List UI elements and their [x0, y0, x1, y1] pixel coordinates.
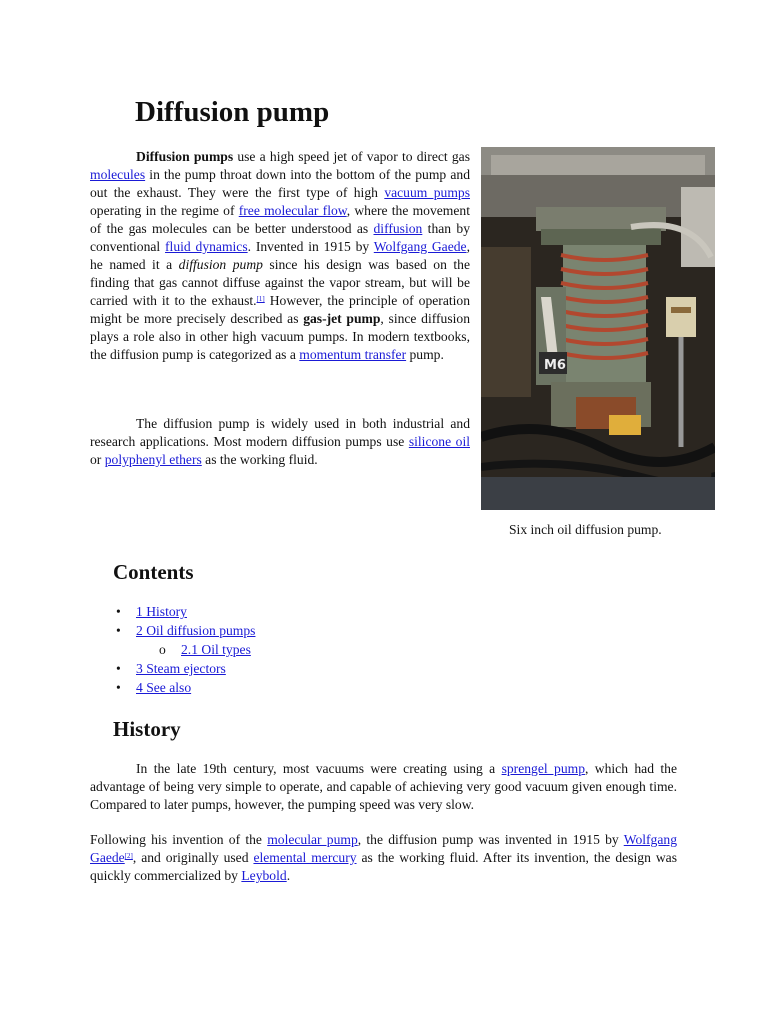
text: . Invented in 1915 by — [247, 239, 374, 254]
contents-heading: Contents — [113, 560, 194, 584]
link-sprengel-pump[interactable]: sprengel pump — [501, 761, 585, 776]
text: , where the movement of the gas molecules can be better understood as — [90, 203, 470, 236]
toc-item-steam-ejectors — [116, 659, 255, 678]
diffusion-pump-photo — [481, 147, 715, 510]
intro-paragraph-2 — [90, 415, 470, 469]
toc-item-oil-types — [116, 640, 255, 659]
toc-link-oil-diffusion-pumps[interactable]: 2 Oil diffusion pumps — [136, 623, 256, 638]
text: operating in the regime of — [90, 203, 239, 218]
toc-link-see-also[interactable]: 4 See also — [136, 680, 192, 695]
link-momentum-transfer[interactable]: momentum transfer — [299, 347, 407, 362]
italic-term-diffusion-pump: diffusion pump — [178, 257, 263, 272]
text: use a high speed jet of vapor to direct gas — [233, 149, 470, 164]
text: . — [286, 868, 291, 883]
text: , which had the advantage of being very simple to operate, and capable of achieving very good vacuum given enough time. Compared to later pumps, however, the pumping speed was very slow. — [90, 761, 677, 812]
text: The diffusion pump is widely used in both industrial and research applications. Most modern diffusion pumps use — [90, 416, 470, 449]
reference-1-link[interactable]: [1] — [256, 295, 265, 303]
link-leybold[interactable]: Leybold — [241, 868, 287, 883]
link-elemental-mercury[interactable]: elemental mercury — [253, 850, 357, 865]
link-wolfgang-gaede[interactable]: Wolfgang Gaede — [373, 239, 467, 254]
text: than by conventional — [90, 221, 470, 254]
text: as the working fluid. After its invention, the design was quickly commercialized by — [90, 850, 677, 883]
toc-link-history[interactable]: 1 History — [136, 604, 187, 619]
intro-paragraph-1 — [90, 148, 470, 364]
toc-item-oil-diffusion-pumps — [116, 621, 255, 640]
link-molecular-pump[interactable]: molecular pump — [267, 832, 358, 847]
link-fluid-dynamics[interactable]: fluid dynamics — [165, 239, 248, 254]
text: since his design was based on the finding that gas cannot diffuse against the vapor stream, but will be carried with it to the exhaust. — [90, 257, 470, 308]
text: or — [90, 452, 105, 467]
link-diffusion[interactable]: diffusion — [373, 221, 423, 236]
pump-label-text: M6 — [544, 358, 566, 373]
text: as the working fluid. — [201, 452, 318, 467]
text: However, the principle of operation might be more precisely described as — [90, 293, 470, 326]
history-heading: History — [113, 717, 181, 741]
toc-link-steam-ejectors[interactable]: 3 Steam ejectors — [136, 661, 226, 676]
toc-link-oil-types[interactable]: 2.1 Oil types — [181, 642, 251, 657]
link-wolfgang-gaede-history[interactable]: Wolfgang Gaede — [90, 832, 677, 865]
photo-caption: Six inch oil diffusion pump. — [509, 522, 662, 537]
link-polyphenyl-ethers[interactable]: polyphenyl ethers — [104, 452, 202, 467]
text: in the pump throat down into the bottom of the pump and out the exhaust. They were the first type of high — [90, 167, 470, 200]
link-free-molecular-flow[interactable]: free molecular flow — [238, 203, 347, 218]
text: , he named it a — [90, 239, 470, 272]
page-title: Diffusion pump — [135, 96, 330, 128]
text: Following his invention of the — [90, 832, 268, 847]
history-paragraph-1 — [90, 760, 677, 814]
toc-item-history — [116, 602, 255, 621]
text: In the late 19th century, most vacuums were creating using a — [136, 761, 502, 776]
bold-term-diffusion-pumps: Diffusion pumps — [136, 149, 234, 164]
link-molecules[interactable]: molecules — [90, 167, 146, 182]
toc-item-see-also — [116, 678, 255, 697]
text: , since diffusion plays a role also in other high vacuum pumps. In modern textbooks, the diffusion pump is categorized as a — [90, 311, 471, 362]
link-silicone-oil[interactable]: silicone oil — [408, 434, 470, 449]
link-vacuum-pumps[interactable]: vacuum pumps — [384, 185, 470, 200]
text: , the diffusion pump was invented in 1915 by — [357, 832, 624, 847]
reference-2-link[interactable]: [2] — [124, 852, 133, 860]
bold-term-gas-jet-pump: gas-jet pump — [303, 311, 381, 326]
history-paragraph-2 — [90, 831, 677, 885]
text: pump. — [406, 347, 444, 362]
text: , and originally used — [132, 850, 254, 865]
table-of-contents — [116, 602, 255, 697]
